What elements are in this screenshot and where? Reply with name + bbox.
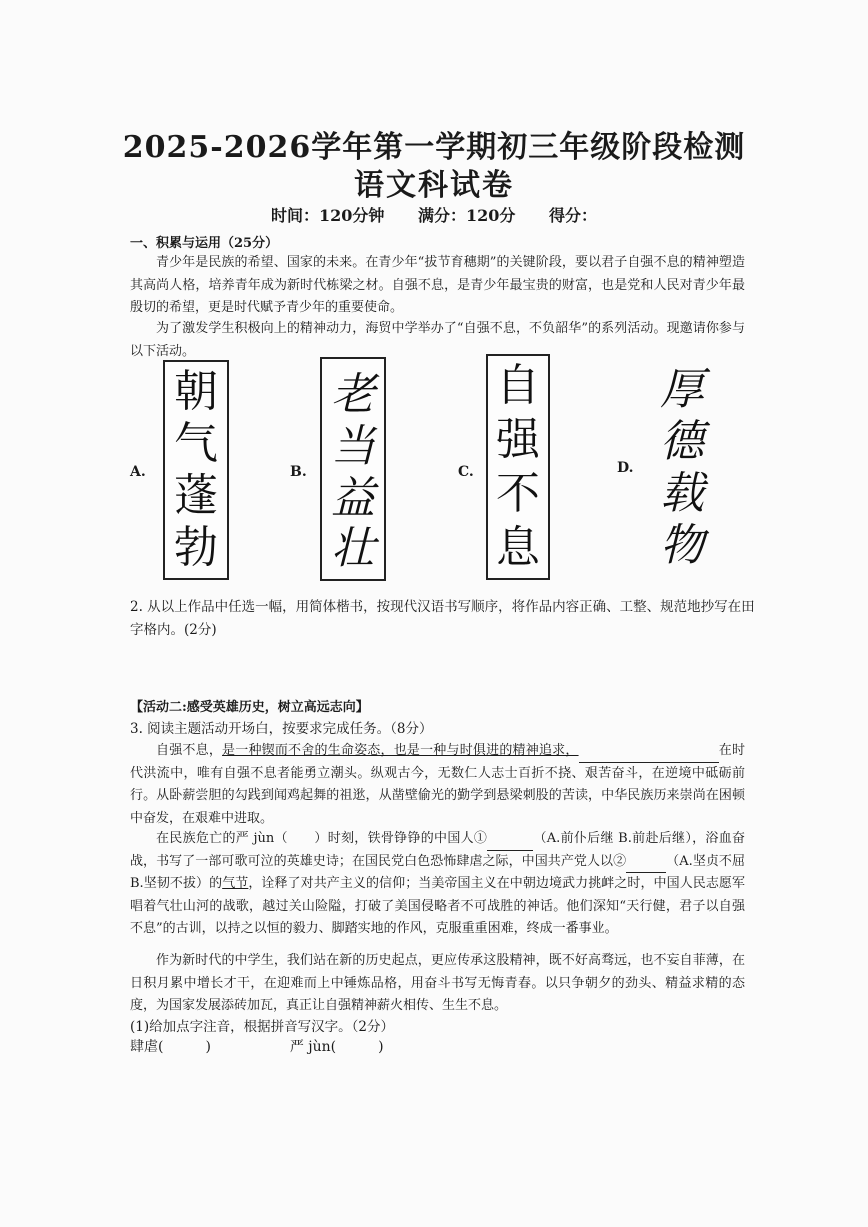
option-b-label: B. — [290, 464, 307, 480]
calligraphy-char: 强 — [496, 414, 540, 465]
calligraphy-char: 老 — [331, 369, 375, 420]
activity2-para2 — [130, 828, 745, 941]
para2-e: ，诠释了对共产主义的信仰；当美帝国主义在中朝边境武力挑衅之时，中国人民志愿军唱着气壮山河的战歌，越过关山险隘，打破了美国侵略者不可战胜的神话。他们深知“天行健，君子以自强不息”的古训，以持之以恒的毅力、脚踏实地的作风，克服重重困难，终成一番事业。 — [130, 876, 745, 936]
section1-para1: 青少年是民族的希望、国家的未来。在青少年“拔节育穗期”的关键阶段，要以君子自强不息的精神塑造其高尚人格，培养青年成为新时代栋梁之材。自强不息，是青少年最宝贵的财富，也是党和人民对青少年最殷切的希望，更是时代赋予青少年的重要使命。 — [130, 255, 745, 315]
calligraphy-a — [163, 360, 229, 580]
calligraphy-char: 勃 — [174, 522, 218, 573]
para2-a: 在民族危亡的严 jùn（ ）时刻，铁骨铮铮的中国人① — [156, 831, 488, 846]
calligraphy-char: 息 — [496, 522, 540, 573]
answer-nüe[interactable]: 肆虐( ) — [130, 1039, 211, 1055]
option-d-label: D. — [617, 460, 634, 476]
activity2-para1 — [130, 740, 745, 830]
calligraphy-char: 不 — [496, 468, 540, 519]
full-score-label: 满分：120分 — [417, 206, 516, 225]
calligraphy-char: 载 — [660, 468, 704, 519]
para2-b: （A.前仆后继 B.前赴后继），浴血奋战，书写了一部可歌可泣的英雄史诗；在国民党白色恐怖肆虐之际，中国共产党人以② — [130, 831, 745, 869]
calligraphy-char: 气 — [174, 418, 218, 469]
score-label: 得分： — [548, 206, 597, 225]
calligraphy-char: 物 — [660, 520, 704, 571]
blank-1[interactable] — [487, 836, 533, 851]
question-3: 3. 阅读主题活动开场白，按要求完成任务。（8分） — [130, 721, 433, 737]
calligraphy-char: 厚 — [660, 364, 704, 415]
option-a-label: A. — [130, 464, 146, 480]
activity2-heading: 【活动二:感受英雄历史，树立高远志向】 — [130, 700, 369, 715]
calligraphy-char: 当 — [331, 421, 375, 472]
para1-underlined: 是一种锲而不舍的生命姿态，也是一种与时俱进的精神追求， — [222, 743, 579, 758]
calligraphy-char: 蓬 — [174, 470, 218, 521]
calligraphy-char: 自 — [496, 360, 540, 411]
section1-para2: 为了激发学生积极向上的精神动力，海贸中学举办了“自强不息，不负韶华”的系列活动。现邀请你参与以下活动。 — [130, 321, 745, 359]
calligraphy-b — [320, 357, 386, 581]
calligraphy-char: 益 — [331, 473, 375, 524]
calligraphy-char: 壮 — [331, 523, 375, 574]
para1-start: 自强不息， — [156, 743, 223, 758]
activity2-para3: 作为新时代的中学生，我们站在新的历史起点，更应传承这股精神，既不好高骛远，也不妄自菲薄，在日积月累中增长才干，在迎难而上中锤炼品格，用奋斗书写无悔青春。以只争朝夕的劲头、精益求精的态度，为国家发展添砖加瓦，真正让自强精神薪火相传、生生不息。 — [130, 953, 745, 1013]
para2-c: （A.坚贞不屈 B.坚韧不拔）的 — [130, 853, 745, 891]
answer-line — [130, 1036, 384, 1056]
calligraphy-c — [486, 354, 550, 580]
option-c-label: C. — [458, 464, 474, 480]
calligraphy-char: 朝 — [174, 366, 218, 417]
exam-meta — [0, 203, 868, 226]
calligraphy-char: 德 — [660, 416, 704, 467]
blank-sentence[interactable] — [579, 748, 719, 763]
exam-title: 2025-2026学年第一学期初三年级阶段检测 — [122, 130, 746, 165]
blank-2[interactable] — [626, 858, 666, 873]
time-label: 时间：120分钟 — [271, 206, 385, 225]
subquestion-1: (1)给加点字注音，根据拼音写汉字。（2分） — [130, 1019, 394, 1035]
para2-dotted-word: 气节 — [222, 876, 249, 891]
calligraphy-d — [650, 364, 716, 578]
section1-heading: 一、积累与运用（25分） — [130, 236, 279, 251]
exam-subtitle: 语文科试卷 — [354, 168, 514, 203]
question-2: 2. 从以上作品中任选一幅，用简体楷书，按现代汉语书写顺序，将作品内容正确、工整、规范地抄写在田字格内。(2分) — [130, 599, 755, 638]
para1-rest: 在时代洪流中，唯有自强不息者能勇立潮头。纵观古今，无数仁人志士百折不挠、艰苦奋斗，在逆境中砥砺前行。从卧薪尝胆的勾践到闻鸡起舞的祖逖，从凿壁偷光的勤学到悬梁刺股的苦读，中华民族历来崇尚在困顿中奋发，在艰难中进取。 — [130, 743, 745, 826]
answer-jun[interactable]: 严 jùn( ) — [289, 1039, 384, 1055]
